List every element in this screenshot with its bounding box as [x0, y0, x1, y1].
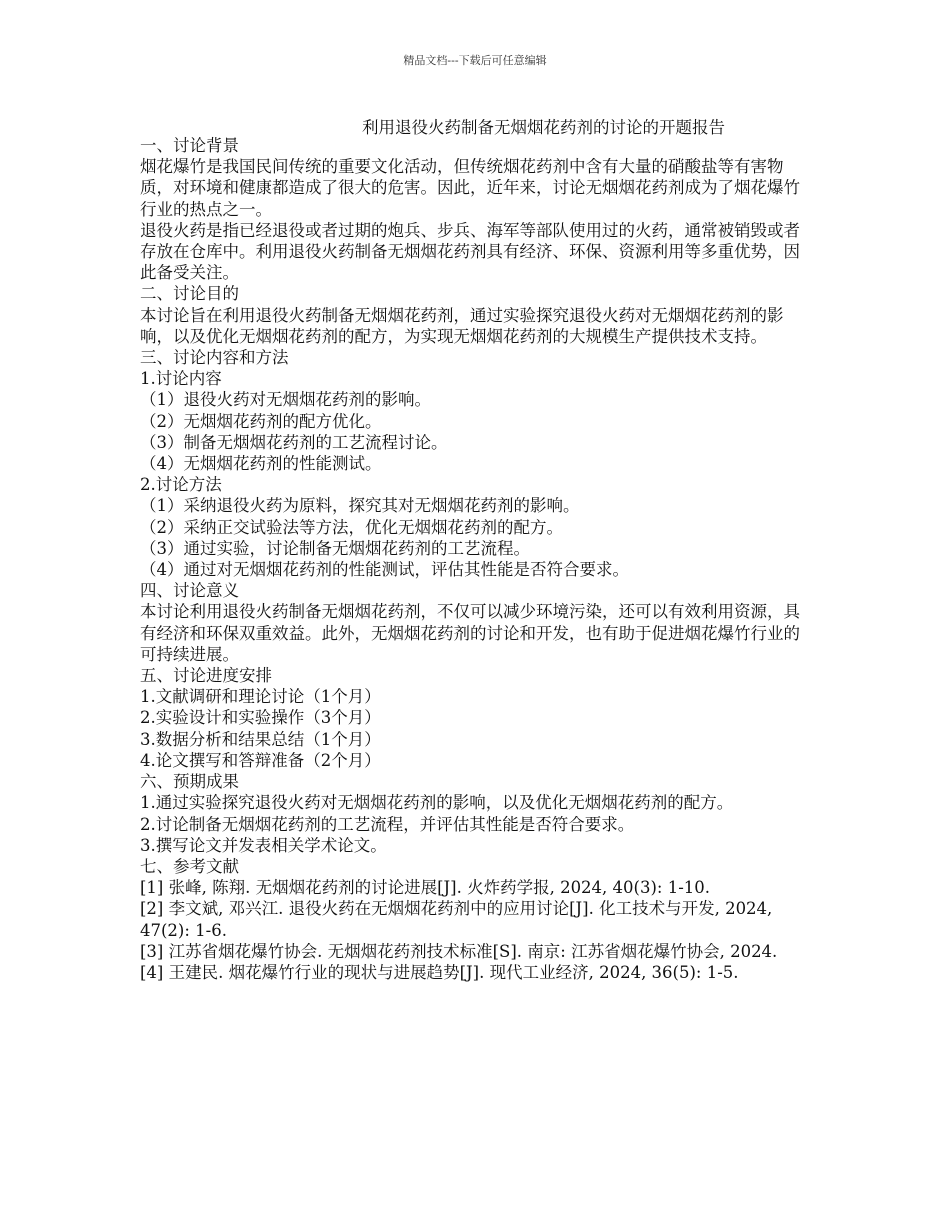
reference-item: [4] 王建民. 烟花爆竹行业的现状与进展趋势[J]. 现代工业经济, 2024, 36(5): 1-5. [140, 962, 739, 982]
list-item: （3）通过实验，讨论制备无烟烟花药剂的工艺流程。 [140, 538, 530, 558]
subheading: 1.讨论内容 [140, 369, 222, 389]
document-body [140, 135, 812, 983]
section-heading-purpose: 二、讨论目的 [140, 284, 239, 304]
list-item: （3）制备无烟烟花药剂的工艺流程讨论。 [140, 432, 448, 452]
section-heading-schedule: 五、讨论进度安排 [140, 666, 272, 686]
section-heading-references: 七、参考文献 [140, 856, 239, 876]
list-item: 3.数据分析和结果总结（1个月） [140, 729, 381, 749]
paragraph: 本讨论利用退役火药制备无烟烟花药剂，不仅可以减少环境污染，还可以有效利用资源，具有经济和环保双重效益。此外，无烟烟花药剂的讨论和开发，也有助于促进烟花爆竹行业的可持续进展。 [140, 602, 800, 664]
list-item: 3.撰写论文并发表相关学术论文。 [140, 835, 387, 855]
list-item: （2）无烟烟花药剂的配方优化。 [140, 411, 382, 431]
paragraph: 烟花爆竹是我国民间传统的重要文化活动，但传统烟花药剂中含有大量的硝酸盐等有害物质，对环境和健康都造成了很大的危害。因此，近年来，讨论无烟烟花药剂成为了烟花爆竹行业的热点之一。 [140, 157, 800, 219]
list-item: 2.实验设计和实验操作（3个月） [140, 708, 381, 728]
paragraph: 退役火药是指已经退役或者过期的炮兵、步兵、海军等部队使用过的火药，通常被销毁或者存放在仓库中。利用退役火药制备无烟烟花药剂具有经济、环保、资源利用等多重优势，因此备受关注。 [140, 220, 800, 283]
section-heading-content-methods: 三、讨论内容和方法 [140, 348, 289, 368]
list-item: （4）通过对无烟烟花药剂的性能测试，评估其性能是否符合要求。 [140, 560, 629, 580]
reference-item: [3] 江苏省烟花爆竹协会. 无烟烟花药剂技术标准[S]. 南京: 江苏省烟花爆竹协会, 2024. [140, 941, 778, 961]
subheading: 2.讨论方法 [140, 475, 222, 495]
reference-item: [1] 张峰, 陈翔. 无烟烟花药剂的讨论进展[J]. 火炸药学报, 2024, 40(3): 1-10. [140, 878, 711, 898]
paragraph: 本讨论旨在利用退役火药制备无烟烟花药剂，通过实验探究退役火药对无烟烟花药剂的影响，以及优化无烟烟花药剂的配方，为实现无烟烟花药剂的大规模生产提供技术支持。 [140, 305, 784, 346]
section-heading-outcomes: 六、预期成果 [140, 772, 239, 792]
list-item: （4）无烟烟花药剂的性能测试。 [140, 454, 382, 474]
section-heading-background: 一、讨论背景 [140, 136, 239, 155]
section-heading-significance: 四、讨论意义 [140, 581, 239, 601]
reference-item: [2] 李文斌, 邓兴江. 退役火药在无烟烟花药剂中的应用讨论[J]. 化工技术与开发, 2024, 47(2): 1-6. [140, 899, 773, 940]
list-item: （1）退役火药对无烟烟花药剂的影响。 [140, 390, 431, 410]
list-item: 1.文献调研和理论讨论（1个月） [140, 687, 381, 707]
list-item: 4.论文撰写和答辩准备（2个月） [140, 750, 381, 770]
page-header: 精品文档---下载后可任意编辑 [403, 54, 547, 67]
list-item: 2.讨论制备无烟烟花药剂的工艺流程，并评估其性能是否符合要求。 [140, 814, 635, 834]
list-item: （1）采纳退役火药为原料，探究其对无烟烟花药剂的影响。 [140, 496, 580, 516]
document-title: 利用退役火药制备无烟烟花药剂的讨论的开题报告 [362, 118, 725, 137]
list-item: （2）采纳正交试验法等方法，优化无烟烟花药剂的配方。 [140, 517, 563, 537]
list-item: 1.通过实验探究退役火药对无烟烟花药剂的影响，以及优化无烟烟花药剂的配方。 [140, 793, 734, 813]
